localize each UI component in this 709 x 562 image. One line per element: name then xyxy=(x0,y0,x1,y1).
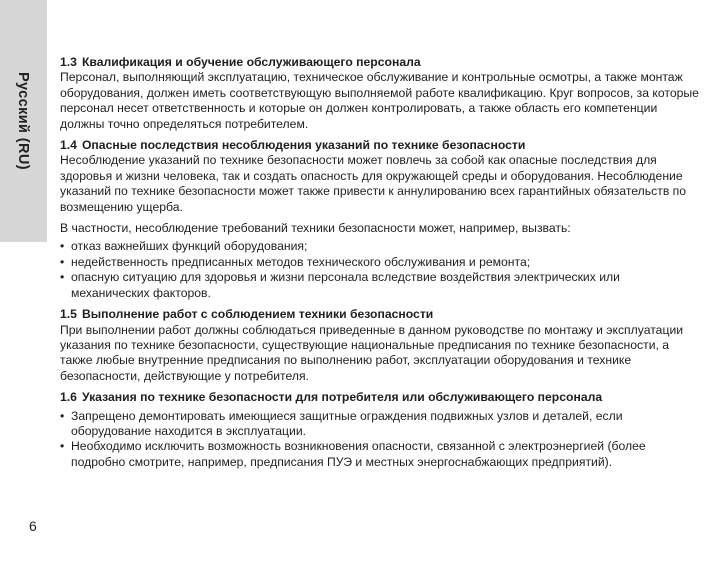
section-title: Выполнение работ с соблюдением техники безопасности xyxy=(81,307,434,322)
section-heading xyxy=(60,55,700,70)
section-number: 1.6 xyxy=(60,390,77,405)
list-item: • Запрещено демонтировать имеющиеся защитные ограждения подвижных узлов и деталей, если оборудование находится в эксплуатации. xyxy=(60,409,700,440)
language-side-tab xyxy=(0,0,47,242)
page-number: 6 xyxy=(29,518,37,534)
section-1-3 xyxy=(60,55,700,132)
list-item: • опасную ситуацию для здоровья и жизни персонала вследствие воздействия электрических или механических факторов. xyxy=(60,270,700,301)
section-number: 1.5 xyxy=(60,307,77,322)
language-label: Русский (RU) xyxy=(15,71,31,171)
section-title: Указания по технике безопасности для потребителя или обслуживающего персонала xyxy=(81,390,603,405)
section-1-4 xyxy=(60,138,700,301)
section-title: Опасные последствия несоблюдения указаний по технике безопасности xyxy=(81,138,526,153)
section-title: Квалификация и обучение обслуживающего персонала xyxy=(81,55,421,69)
document-body xyxy=(60,55,700,476)
section-heading xyxy=(60,307,700,322)
list-item: • недейственность предписанных методов технического обслуживания и ремонта; xyxy=(60,255,700,270)
section-number: 1.4 xyxy=(60,138,77,153)
list-item: • Необходимо исключить возможность возникновения опасности, связанной с электроэнергией (более подробно смотрите, например, предписания ПУЭ и местных энергоснабжающих предприятий). xyxy=(60,439,700,470)
section-1-5 xyxy=(60,307,700,384)
section-1-6 xyxy=(60,390,700,470)
section-number: 1.3 xyxy=(60,55,77,69)
list-item: • отказ важнейших функций оборудования; xyxy=(60,239,700,254)
section-heading xyxy=(60,138,700,153)
paragraph: В частности, несоблюдение требований техники безопасности может, например, вызвать: xyxy=(60,221,571,236)
paragraph: Персонал, выполняющий эксплуатацию, техническое обслуживание и контрольные осмотры, а также монтаж оборудования, должен иметь соответствующую выполняемой работе квалификацию. Круг вопросов, за которые персонал несет ответственность и которые он должен контролировать, а также область его компетенции должны точно определяться потребителем. xyxy=(60,70,699,131)
section-heading xyxy=(60,390,700,405)
bullet-list xyxy=(60,239,700,301)
bullet-list xyxy=(60,409,700,471)
paragraph: При выполнении работ должны соблюдаться приведенные в данном руководстве по монтажу и эксплуатации указания по технике безопасности, существующие национальные предписания по технике безопасности, а также любые внутренние предписания по выполнению работ, эксплуатации оборудования и технике безопасности, действующие у потребителя. xyxy=(60,322,684,383)
paragraph: Несоблюдение указаний по технике безопасности может повлечь за собой как опасные последствия для здоровья и жизни человека, так и создать опасность для окружающей среды и оборудования. Несоблюдение указаний по технике безопасности может также привести к аннулированию всех гарантийных обязательств по возмещению ущерба. xyxy=(60,153,687,214)
